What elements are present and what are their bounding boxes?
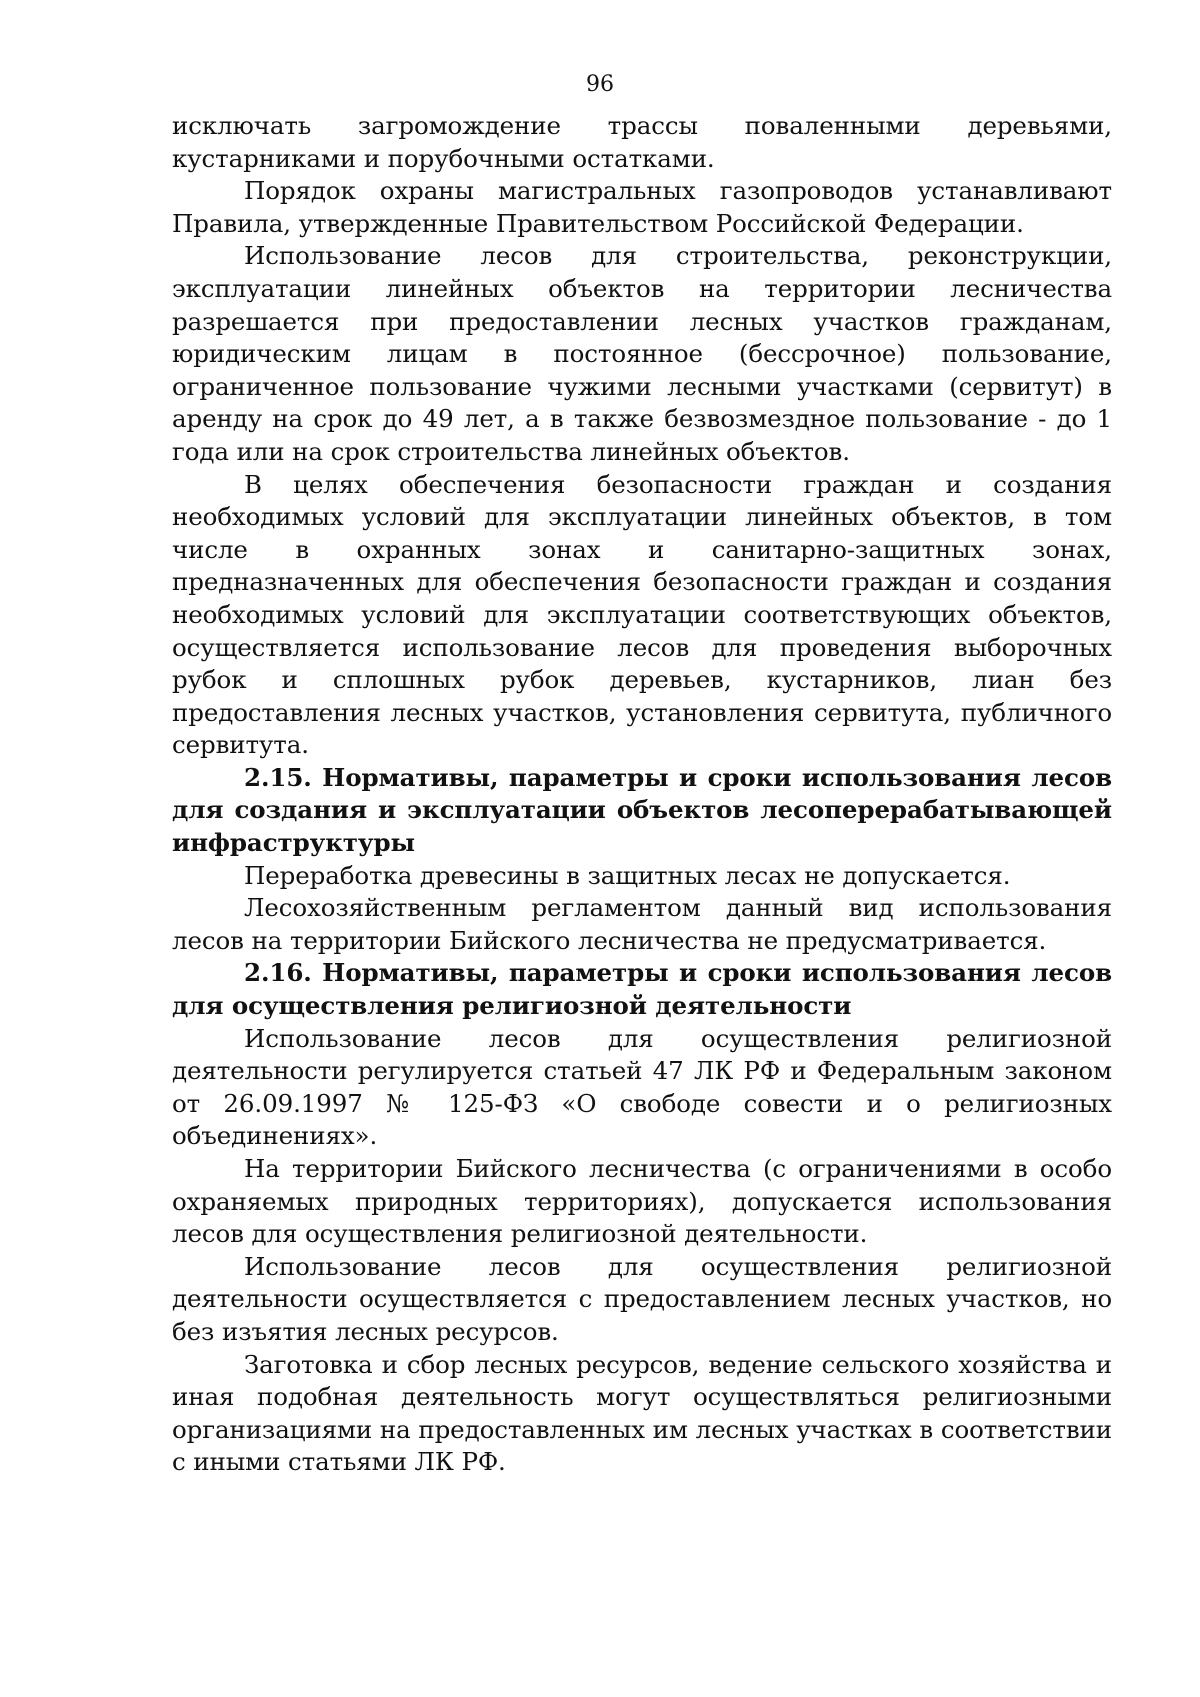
page-content (172, 110, 1112, 1479)
paragraph-2-15-wood-processing: Переработка древесины в защитных лесах не допускается. (244, 860, 1011, 890)
section-heading-2-15: 2.15. Нормативы, параметры и сроки использования лесов для создания и эксплуатации объектов лесоперерабатывающей инфраструктуры (172, 762, 1112, 858)
paragraph-2-16-regulation: Использование лесов для осуществления религиозной деятельности регулируется статьей 47 ЛК РФ и Федеральным законом от 26.09.1997 № 125-ФЗ «О свободе совести и о религиозных объединениях». (172, 1023, 1112, 1151)
section-heading-2-16: 2.16. Нормативы, параметры и сроки использования лесов для осуществления религиозной деятельности (172, 958, 1112, 1021)
paragraph-2-15-regulation: Лесохозяйственным регламентом данный вид использования лесов на территории Бийского лесничества не предусматривается. (172, 893, 1112, 955)
paragraph-2-16-territory: На территории Бийского лесничества (с ограничениями в особо охраняемых природных территориях), допускается использования лесов для осуществления религиозной деятельности. (172, 1154, 1112, 1249)
paragraph-2-16-resources: Заготовка и сбор лесных ресурсов, ведение сельского хозяйства и иная подобная деятельность могут осуществляться религиозными организациями на предоставленных им лесных участках в соответствии с иными статьями ЛК РФ. (172, 1349, 1112, 1477)
paragraph-2-16-land-plots: Использование лесов для осуществления религиозной деятельности осуществляется с предоставлением лесных участков, но без изъятия лесных ресурсов. (172, 1251, 1112, 1346)
page-number: 96 (586, 72, 614, 97)
paragraph-safety-zones: В целях обеспечения безопасности граждан и создания необходимых условий для эксплуатации линейных объектов, в том числе в охранных зонах и санитарно-защитных зонах, предназначенных для обеспечения безопасности граждан и создания необходимых условий для эксплуатации соответствующих объектов, осуществляется использование лесов для проведения выборочных рубок и сплошных рубок деревьев, кустарников, лиан без предоставления лесных участков, установления сервитута, публичного сервитута. (172, 469, 1112, 760)
paragraph-gas-pipeline-rules: Порядок охраны магистральных газопроводов устанавливают Правила, утвержденные Правительством Российской Федерации. (172, 176, 1112, 238)
paragraph-continuation: исключать загромождение трассы поваленными деревьями, кустарниками и порубочными остатками. (172, 111, 1112, 173)
paragraph-linear-objects-use: Использование лесов для строительства, реконструкции, эксплуатации линейных объектов на территории лесничества разрешается при предоставлении лесных участков гражданам, юридическим лицам в постоянное (бессрочное) пользование, ограниченное пользование чужими лесными участками (сервитут) в аренду на срок до 49 лет, а в также безвозмездное пользование - до 1 года или на срок строительства линейных объектов. (172, 241, 1112, 466)
